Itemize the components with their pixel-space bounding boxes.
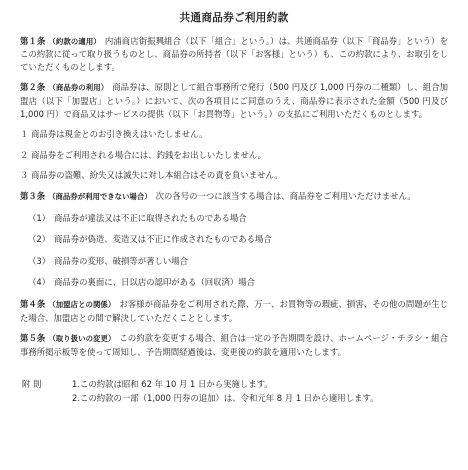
article-3-item-4	[20, 276, 448, 289]
article-number: 第４条	[20, 298, 46, 309]
article-heading: （約款の適用）	[48, 36, 101, 46]
supplementary-line-1: 1.この約款は昭和 62 年 10 月 1 日から実施します。	[72, 379, 273, 390]
article-text: 商品券は、原則として組合事務所で発行（500 円及び 1,000 円券の二種類）し、組合加盟店（以下「加盟店」という。）において、次の各項目にご同意のうえ、商品券に表示された金額（500 円及び 1,000 円）で商品又はサービスの提供（以下「お買物等」という。）の支払にご利用いただくものとします。	[20, 82, 448, 119]
article-heading: （商品券の利用）	[48, 83, 109, 93]
article-3	[20, 190, 448, 204]
article-5	[20, 332, 448, 358]
supplementary-line-2: 2.この約款の一部（1,000 円券の追加）は、令和元年 8 月 1 日から適用します。	[72, 392, 379, 403]
item-text: 商品券が違法又は不正に取得されたものである場合	[54, 212, 247, 223]
article-2-item-1: １ 商品券は現金とのお引き換えはいたしません。	[20, 129, 208, 140]
article-text: 次の各号の一つに該当する場合は、商品券をご利用いただけません。	[155, 190, 416, 201]
article-heading: （取り扱いの変更）	[48, 334, 116, 344]
article-number: 第３条	[20, 190, 46, 201]
supplementary-label: 附 則	[22, 379, 42, 390]
article-3-item-3	[20, 255, 448, 268]
article-heading: （加盟店との関係）	[48, 299, 116, 309]
article-2	[20, 81, 448, 120]
article-number: 第１条	[20, 35, 46, 46]
document-title: 共通商品券ご利用約款	[179, 12, 289, 24]
article-2-item-2: ２ 商品券をご利用される場合には、釣銭をお出しいたしません。	[20, 149, 267, 160]
article-4	[20, 298, 448, 324]
article-3-item-2	[20, 233, 448, 246]
article-number: 第２条	[20, 82, 46, 93]
article-3-item-1	[20, 212, 448, 225]
item-text: 商品券の変形、破損等が著しい場合	[54, 255, 188, 266]
supplementary-provisions	[20, 378, 448, 405]
article-number: 第５条	[20, 333, 46, 344]
article-2-item-3: ３ 商品券の盗難、紛失又は滅失に対し本組合はその責を負いません。	[20, 170, 283, 181]
article-text: 内浦商店街振興組合（以下「組合」という。）は、共通商品券（以下「商品券」という）をこの約款に従って取り扱うものとし、商品券の所持者（以下「お客様」という）も、この約款により、お取引をしていただくものとします。	[20, 35, 448, 72]
item-number: （2）	[28, 234, 51, 245]
article-text: お客様が商品券をご利用された際、万一、お買物等の瑕疵、損害、その他の問題が生じた場合、加盟店との間で解決していただくこととします。	[20, 298, 449, 323]
article-1	[20, 35, 448, 74]
item-number: （1）	[28, 212, 51, 223]
article-heading: （商品券が利用できない場合）	[48, 191, 152, 201]
item-number: （3）	[28, 255, 51, 266]
article-text: この約款を変更する場合、組合は一定の予告期間を設け、ホームページ・チラシ・組合事務所掲示板等を使って周知し、予告期間経過後は、変更後の約款を適用いたします。	[20, 333, 449, 357]
item-number: （4）	[28, 277, 51, 288]
spacer	[20, 366, 448, 378]
supplementary-lines	[72, 378, 379, 405]
item-text: 商品券が偽造、変造又は不正に作成されたものである場合	[54, 234, 272, 245]
item-text: 商品券の裏面に、日以店の認印がある（回収済）場合	[54, 277, 255, 288]
